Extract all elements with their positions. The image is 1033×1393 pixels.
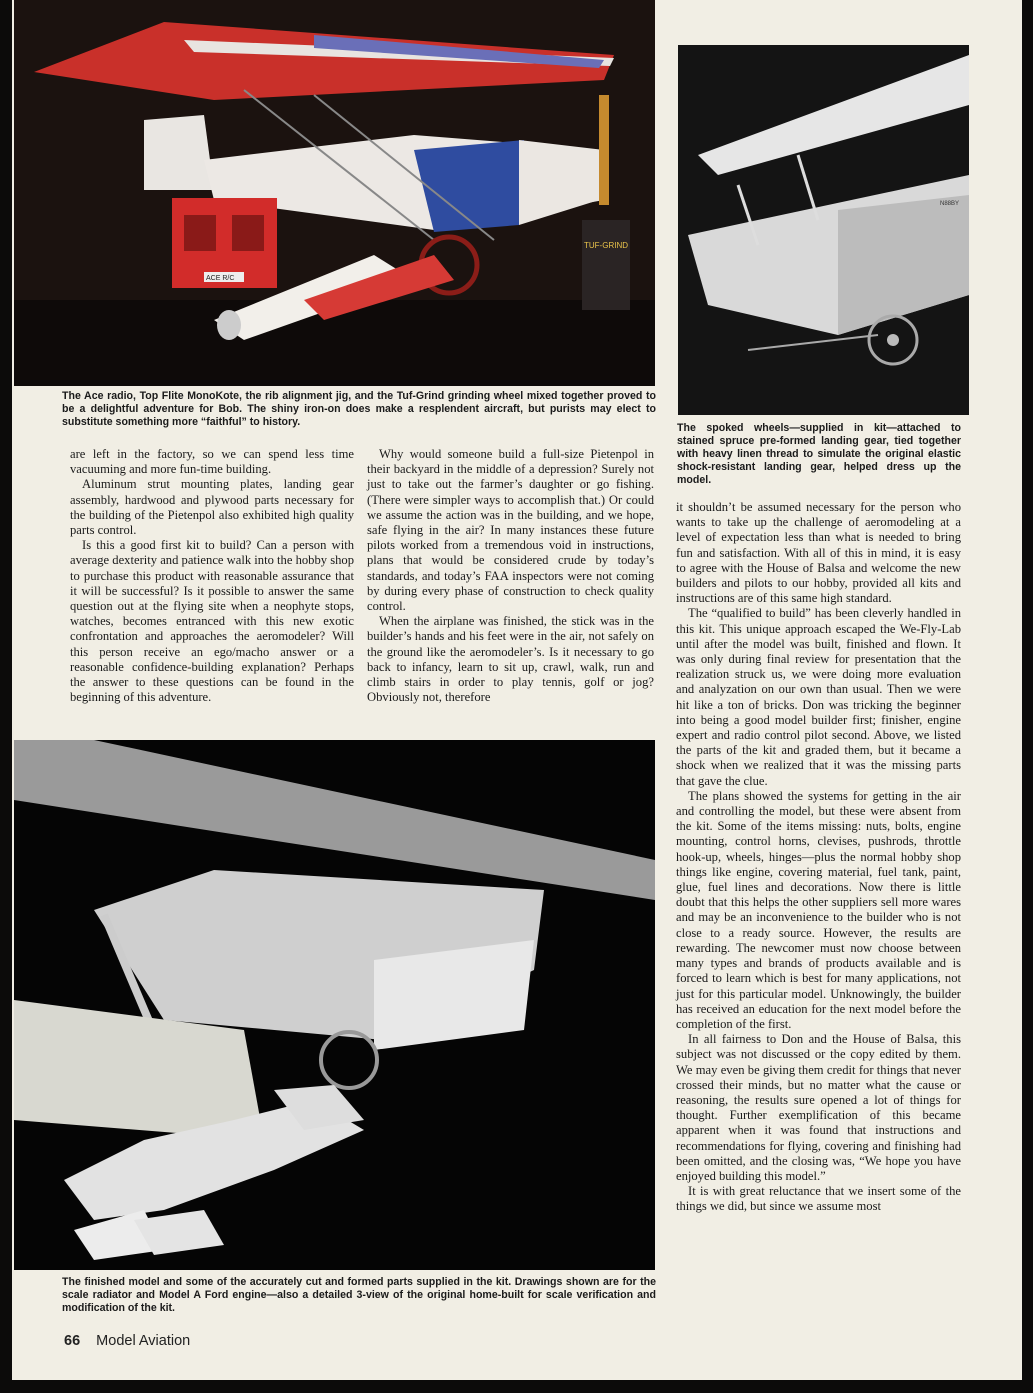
paragraph: Why would someone build a full-size Pietenpol in their backyard in the middle of a depression? Surely not just to take out the farmer’s daughter or go fishing. (There were simpler ways to accomplish that.) Or could we assume the action was in the building, and we hope, safe flying in the air? In many instances these future pilots worked from a tremendous void in instructions, plans that would be considered crude by today’s standards, and today’s FAA inspectors were not coming by during every phase of construction to check quality control. [367, 447, 654, 614]
paragraph: Is this a good first kit to build? Can a person with average dexterity and patience walk into the hobby shop to purchase this product with reasonable assurance that it will be successful? Is it possible to answer the same question out at the flying site when a neophyte stops, watches, becomes entranced with this new exotic confrontation and approaches the aeromodeler? Will this person receive an ego/macho answer or a reasonable confidence-building explanation? Perhaps the answer to these questions can be found in the beginning of this adventure. [70, 538, 354, 705]
photo-spoked-wheels-landing-gear [678, 45, 969, 415]
paragraph: In all fairness to Don and the House of Balsa, this subject was not discussed or the copy edited by them. We may even be giving them credit for things that never crossed their minds, but no matter what the cause or reasoning, the results sure opened a lot of things for thought. Further exemplification of this became apparent when it was found that instructions and recommendations for flying, covering and finishing had been omitted, and the closing was, “We hope you have enjoyed building this model.” [676, 1032, 961, 1183]
photo-red-white-blue-pietenpol-with-accessories [14, 0, 655, 386]
paragraph: The “qualified to build” has been cleverly handled in this kit. This unique approach escaped the We-Fly-Lab until after the model was built, finished and flown. It was only during final review for presentation that the realization struck us, we were doing more evaluation and analyzation on our own than usual. Then we were hit like a ton of bricks. Don was tricking the beginner into being a good model builder first; finisher, engine expert and radio control pilot second. Above, we listed the parts of the kit and graded them, but it became a shock when we realized that it was the missing parts that gave the clue. [676, 606, 961, 788]
photo-finished-model-and-parts [14, 740, 655, 1270]
photo-caption-right: The spoked wheels—supplied in kit—attached to stained spruce pre-formed landing gear, tied together with heavy linen thread to simulate the original elastic shock-resistant landing gear, helped dress up the model. [677, 422, 961, 486]
tail-number-label: N88BY [940, 201, 960, 207]
magazine-title: Model Aviation [96, 1333, 191, 1349]
article-column-2 [367, 447, 654, 705]
article-column-3 [676, 500, 961, 1215]
paragraph: When the airplane was finished, the stick was in the builder’s hands and his feet were in the air, not safely on the ground like the aeromodeler’s. Is it necessary to go back to infancy, learn to sit up, crawl, walk, run and climb stairs in order to play tennis, golf or jog? Obviously not, therefore [367, 614, 654, 705]
article-column-1 [70, 447, 354, 705]
paragraph: It is with great reluctance that we insert some of the things we did, but since we assume most [676, 1184, 961, 1214]
tuf-grind-label: TUF-GRIND [584, 241, 628, 250]
paragraph: are left in the factory, so we can spend less time vacuuming and more fun-time building. [70, 447, 354, 477]
photo-caption-bottom: The finished model and some of the accurately cut and formed parts supplied in the kit. Drawings shown are for the scale radiator and Model A Ford engine—also a detailed 3-view of the original home-built for scale verification and modification of the kit. [62, 1276, 656, 1314]
radio-label: ACE R/C [206, 275, 235, 282]
paragraph: The plans showed the systems for getting in the air and controlling the model, but these were absent from the kit. Some of the items missing: nuts, bolts, engine mounting, control horns, clevises, pushrods, throttle hook-up, wheels, hinges—plus the normal hobby shop things like engine, covering material, fuel tank, paint, glue, fuel lines and decorations. Now there is little doubt that this helps the other suppliers sell more wares and may be an inconvenience to the builder who is not close to a ready source. However, the results are rewarding. The newcomer must now choose between many types and brands of products available and is forced to learn which is best for many applications, not just for this particular model. Unknowingly, the builder has received an education for the next model before the completion of the first. [676, 788, 961, 1031]
photo-caption-top: The Ace radio, Top Flite MonoKote, the rib alignment jig, and the Tuf-Grind grinding wheel mixed together proved to be a delightful adventure for Bob. The shiny iron-on does make a resplendent aircraft, but purists may elect to substitute something more “faithful” to history. [62, 390, 656, 428]
page-number: 66 [64, 1333, 81, 1349]
page-footer [64, 1333, 190, 1349]
paragraph: it shouldn’t be assumed necessary for the person who wants to take up the challenge of aeromodeling at a level of expectation less than what is needed to bring fun and satisfaction. With all of this in mind, it is easy to agree with the House of Balsa and welcome the new builders and pilots to our hobby, provided all kits and instructions are of this same high standard. [676, 500, 961, 606]
paragraph: Aluminum strut mounting plates, landing gear assembly, hardwood and plywood parts necessary for the building of the Pietenpol also exhibited high quality parts control. [70, 477, 354, 538]
